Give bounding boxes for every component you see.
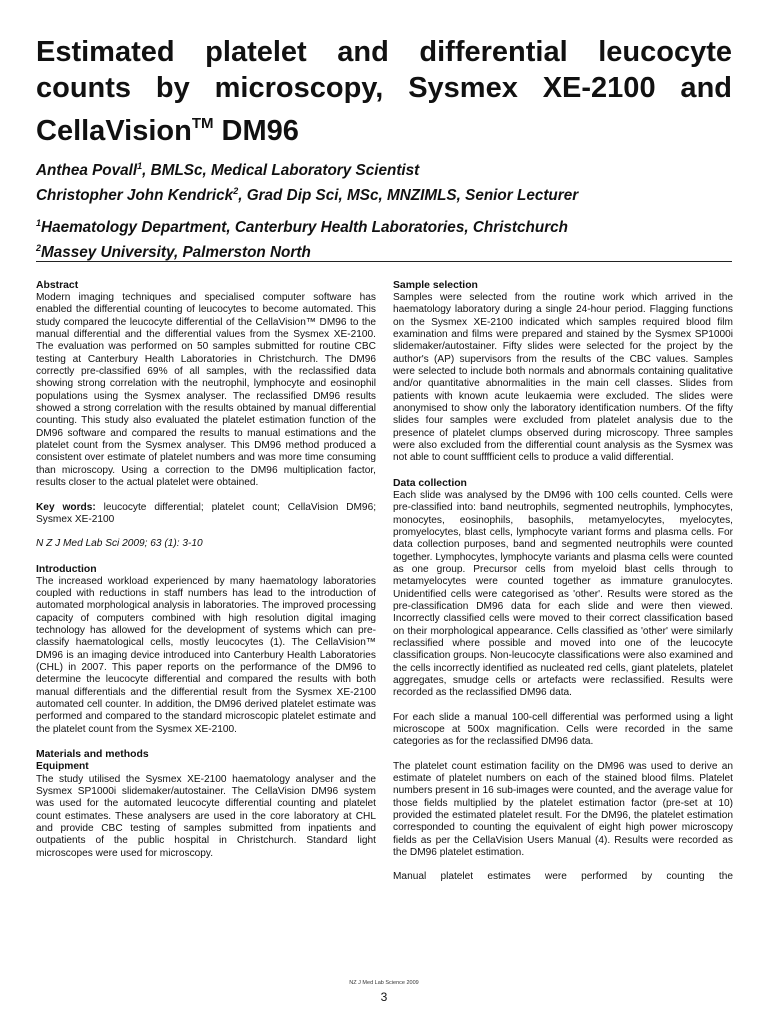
materials-heading: Materials and methods: [36, 749, 149, 760]
data-collection-heading: Data collection: [393, 477, 467, 489]
citation: N Z J Med Lab Sci 2009; 63 (1): 3-10: [36, 538, 203, 550]
author-credentials: , BMLSc, Medical Laboratory Scientist: [142, 162, 420, 180]
data-collection-paragraph: The platelet count estimation facility on the DM96 was used to derive an estimate of platelet numbers on each of the stained blood films. Platelet numbers present in 16 sub-images were counted, and the average value for those fields multiplied by the platelet estimation factor (pre-set at 10) provided the estimated platelet result. For the DM96, the platelet estimation corresponded to counting the equivalent of eight high power microscopy fields as per the CellaVision Users Manual (4). Results were recorded as the DM96 platelet estimation.: [393, 760, 733, 859]
keywords-label: Key words:: [36, 501, 96, 513]
author-name: Anthea Povall: [36, 162, 138, 180]
header-divider: [36, 261, 732, 262]
author-credentials: , Grad Dip Sci, MSc, MNZIMLS, Senior Lecturer: [238, 187, 579, 205]
article-title-suffix: DM96: [213, 115, 299, 147]
abstract-text: Modern imaging techniques and specialised computer software has enabled the differential counting of leucocytes to become automated. This study compared the leucocyte differential of the CellaVision™ DM96 to the manual differential and the differential values from the Sysmex XE-2100. The evaluation was performed on 50 samples submitted for routine CBC testing at Canterbury Health Laboratories in Christchurch. The DM96 correctly pre-classified 69% of all samples, with the reclassified data showing strong correlation with the neutrophil, lymphocyte and eosinophil populations using the Sysmex analyser. The reclassified DM96 results showed a strong correlation with the results obtained by manual differential counting. This study also evaluated the platelet estimation function of the DM96 software and compared the results to manual estimations and the platelet count from the Sysmex analyser. This DM96 method produced a consistent over estimate of platelet numbers and was more time consuming than microscopy. Using a correction to the DM96 multiplication factor, results closer to the actual platelet were obtained.: [36, 292, 376, 489]
affiliation-marker: 2: [36, 243, 42, 254]
affiliation-marker: 1: [36, 218, 42, 228]
footer-journal: NZ J Med Lab Science 2009: [349, 980, 419, 986]
equipment-text: The study utilised the Sysmex XE-2100 haematology analyser and the Sysmex SP1000i slidemaker/autostainer. The CellaVision DM96 system was used for the automated leucocyte differential counting and platelet count estimates. These analysers are used in the core laboratory at CHL and provide CBC testing of samples submitted from inpatients and outpatients of the public hospital in Christchurch. Standard light microscopes were used for microscopy.: [36, 773, 376, 859]
sample-selection-text: Samples were selected from the routine work which arrived in the haematology laboratory during a single 24-hour period. Flagging functions on the Sysmex XE-2100 indicated which samples required blood film examination and films were prepared and stained by the Sysmex SP1000i slidemaker/autostainer. Fifty slides were selected for the project by the author's (AP) supervisors from the results of the CBC values. Samples were selected to include both normals and abnormals containing qualitative and/or quantitative abnormalities in the main cell classes. Slides from patients with known acute leukaemia were excluded. The slides were anonymised to show only the laboratory identification numbers. Of the fifty slides four samples were excluded from platelet analysis due to the presence of platelet clumps observed during microscopy. Three samples were also excluded from the differential count analysis as the Sysmex was not able to count sufffficient cells to produce a valid differential.: [393, 292, 733, 464]
keywords-text: leucocyte differential; platelet count; CellaVision DM96; Sysmex XE-2100: [36, 501, 377, 525]
author-line: [36, 181, 732, 206]
article-title-main: Estimated platelet and differential leucocyte counts by microscopy, Sysmex XE-2100 and CellaVision: [36, 36, 732, 147]
sample-selection-heading: Sample selection: [393, 280, 478, 291]
introduction-heading: Introduction: [36, 563, 97, 575]
equipment-subheading: Equipment: [36, 761, 89, 772]
affiliation-text: Massey University, Palmerston North: [41, 244, 311, 262]
author-name: Christopher John Kendrick: [36, 187, 234, 205]
trademark-superscript: TM: [191, 115, 214, 132]
data-collection-paragraph: For each slide a manual 100-cell differential was performed using a light microscope at 500x magnification. Cells were recorded in the same categories as for the reclassified DM96 data.: [393, 711, 733, 748]
affiliation-line: [36, 213, 732, 238]
introduction-text: The increased workload experienced by many haematology laboratories coupled with reductions in staff numbers has lead to the introduction of automated morphological analysis in laboratories. The improved processing capacity of computers combined with high resolution digital imaging technology has allowed for the development of systems which can pre-classify haematological cells, mostly leucocytes (1). The CellaVision™ DM96 is an imaging device introduced into Canterbury Health Laboratories (CHL) in 2007. This paper reports on the performance of the DM96 to determine the leucocyte differential and compared the results with both manual differentials and the differential result from the Sysmex XE-2100 automated cell counter. In addition, the DM96 derived platelet estimate was performed and compared to the standard microscopic platelet estimate and the platelet count from the Sysmex XE-2100.: [36, 575, 376, 735]
author-line: [36, 156, 732, 181]
data-collection-paragraph: Each slide was analysed by the DM96 with 100 cells counted. Cells were pre-classified into: band neutrophils, segmented neutrophils, lymphocytes, monocytes, eosinophils, basophils, metamyelocytes, myelocytes, promyelocytes, blast cells, lymphocyte variant forms and plasma cells. For data collection purposes, band and segmented neutrophils were counted together. Lymphocytes, lymphocyte variants and plasma cells were counted as one group. Precursor cells from myeloid blast cells through to metamyelocytes were counted together as immature granulocytes. Unidentified cells were categorised as 'other'. Results were stored as the pre-classification DM96 data for each slide and were then viewed. Incorrectly classified cells were moved to their correct classification based on their morphological appearance. Cells classified as 'other' were similarly reclassified where possible and moved into one of the leucocyte classification groups. Non-leucocyte classifications were also examined and the cells incorrectly identified as nucleated red cells, giant platelets, platelet aggregates, smudge cells or artefacts were reclassified. Results were recorded as the reclassified DM96 data.: [393, 489, 733, 699]
data-collection-paragraph: Manual platelet estimates were performed by counting the: [393, 871, 733, 883]
left-column: [36, 279, 376, 860]
author-list: [36, 156, 732, 206]
author-affil-marker: 2: [233, 186, 239, 197]
affiliation-list: [36, 213, 732, 263]
page-number: 3: [380, 990, 388, 1004]
affiliation-text: Haematology Department, Canterbury Health Laboratories, Christchurch: [41, 219, 569, 237]
affiliation-line: [36, 238, 732, 263]
author-affil-marker: 1: [137, 161, 143, 171]
keywords: [36, 502, 376, 527]
right-column: [393, 279, 733, 884]
abstract-heading: Abstract: [36, 280, 79, 291]
article-title: [36, 34, 732, 149]
